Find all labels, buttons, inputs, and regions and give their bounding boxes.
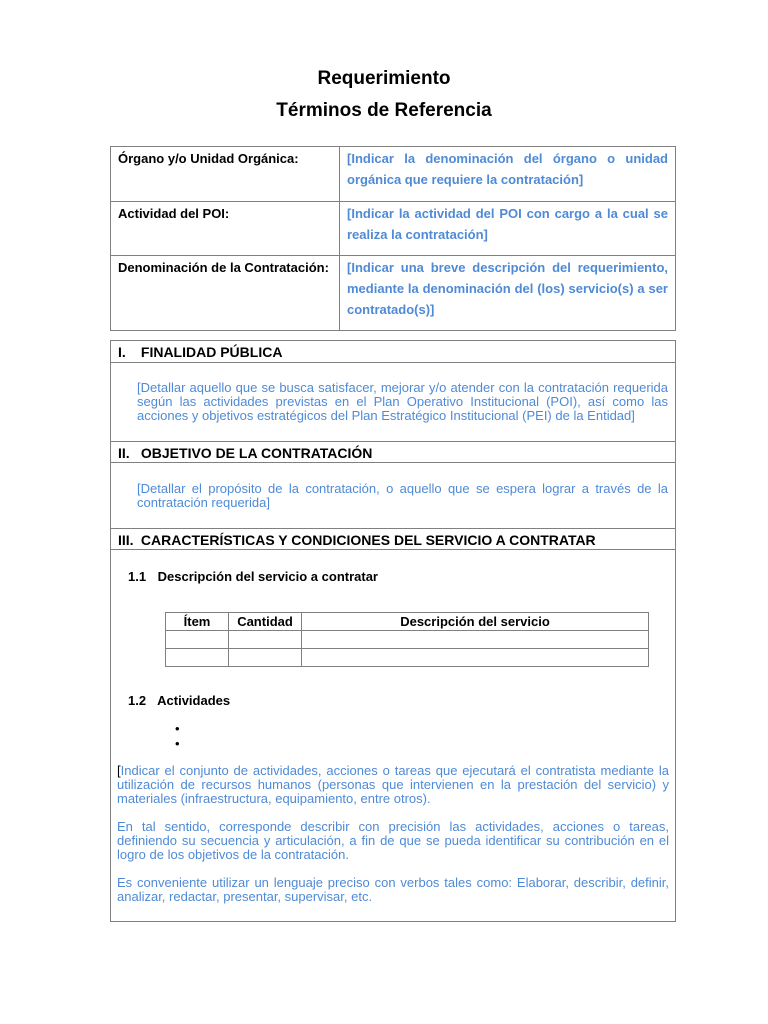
table-cell[interactable] [229,631,302,649]
bracket-char: [ [117,763,121,778]
section-title: OBJETIVO DE LA CONTRATACIÓN [140,445,373,461]
column-header-item: Ítem [166,613,229,631]
info-row-organo [111,147,676,202]
info-label: Actividad del POI: [111,202,340,256]
info-value[interactable]: [Indicar la denominación del órgano o unidad orgánica que requiere la contratación] [340,147,676,202]
table-cell[interactable] [302,631,649,649]
table-cell[interactable] [166,649,229,667]
info-value[interactable]: [Indicar una breve descripción del requerimiento, mediante la denominación del (los) servicio(s) a ser contratado(s)] [340,256,676,331]
table-cell[interactable] [229,649,302,667]
table-row [166,649,649,667]
subsection-title: Actividades [157,693,231,708]
bullet-icon: • [175,721,180,736]
section-heading-caracteristicas [111,528,675,550]
section-number: II. [118,445,130,461]
subsection-title: Descripción del servicio a contratar [157,569,378,584]
table-header-row [166,613,649,631]
subsection-descripcion [128,569,378,584]
section-title: FINALIDAD PÚBLICA [140,344,283,360]
table-cell[interactable] [302,649,649,667]
info-label: Órgano y/o Unidad Orgánica: [111,147,340,202]
items-table [165,612,649,667]
section-title: CARACTERÍSTICAS Y CONDICIONES DEL SERVICIO A CONTRATAR [140,532,596,548]
document-title: Requerimiento [317,68,451,89]
activities-text: Indicar el conjunto de actividades, acciones o tareas que ejecutará el contratista mediante la utilización de recursos humanos (personas que intervienen en la prestación del servicio) y materiales (infraestructura, equipamiento, entre otros). [117,763,669,806]
activities-paragraph-2[interactable]: En tal sentido, corresponde describir con precisión las actividades, acciones o tareas, definiendo su secuencia y articulación, a fin de que se pueda identificar su contribución en el logro de los objetivos de la contratación. [117,819,669,862]
section-heading-objetivo [111,441,675,463]
info-label: Denominación de la Contratación: [111,256,340,331]
column-header-descripcion: Descripción del servicio [302,613,649,631]
document-subtitle: Términos de Referencia [276,100,492,121]
column-header-cantidad: Cantidad [229,613,302,631]
info-row-denominacion [111,256,676,331]
subsection-actividades [128,693,230,708]
info-value[interactable]: [Indicar la actividad del POI con cargo a la cual se realiza la contratación] [340,202,676,256]
section-number: I. [118,344,126,360]
section-text-objetivo[interactable]: [Detallar el propósito de la contratación, o aquello que se espera lograr a través de la contratación requerida] [137,481,668,510]
subsection-number: 1.1 [128,569,147,584]
info-table [110,146,676,331]
section-number: III. [118,532,134,548]
table-cell[interactable] [166,631,229,649]
section-text-finalidad[interactable]: [Detallar aquello que se busca satisfacer, mejorar y/o atender con la contratación requerida según las actividades previstas en el Plan Operativo Institucional (POI), así como las acciones y objetivos estratégicos del Plan Estratégico Institucional (PEI) de la Entidad] [137,380,668,423]
subsection-number: 1.2 [128,693,147,708]
table-row [166,631,649,649]
activities-paragraph-3[interactable]: Es conveniente utilizar un lenguaje preciso con verbos tales como: Elaborar, describir, definir, analizar, redactar, presentar, supervisar, etc. [117,875,669,904]
activities-paragraph-1[interactable] [117,764,669,806]
section-heading-finalidad [111,341,675,363]
bullet-list [175,721,180,751]
document-header [0,66,768,124]
sections-box [110,340,676,922]
info-row-actividad [111,202,676,256]
bullet-icon: • [175,736,180,751]
